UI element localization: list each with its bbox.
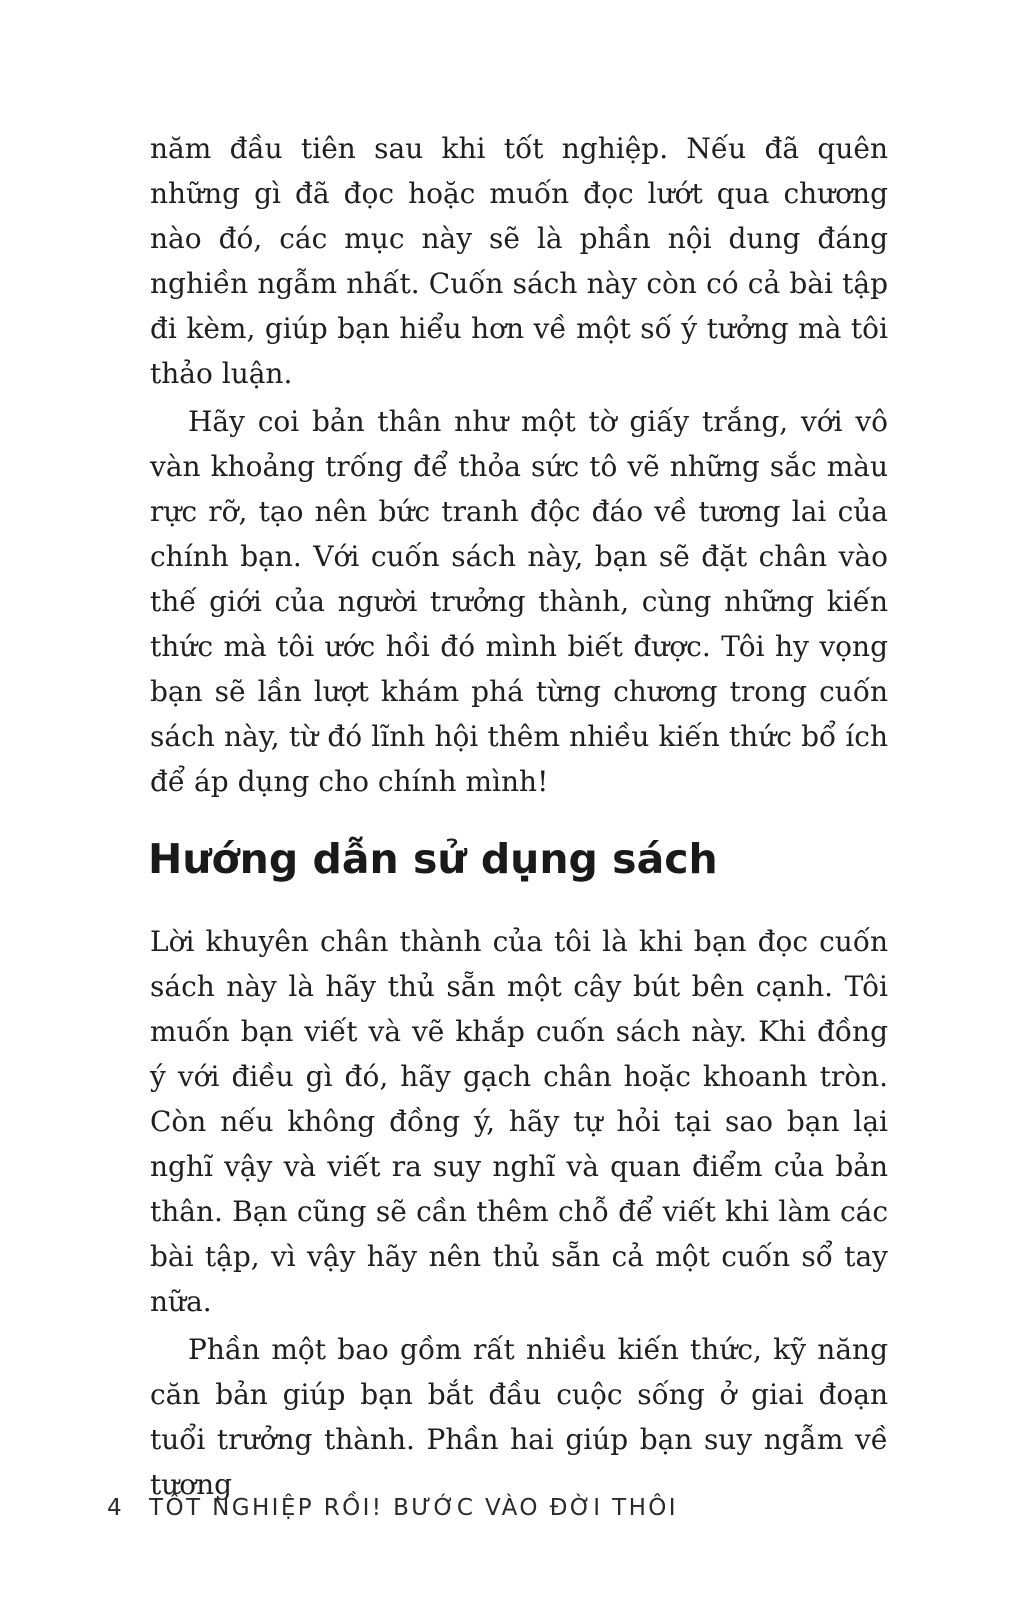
body-text-block-bottom <box>150 919 888 1507</box>
paragraph-advice: Lời khuyên chân thành của tôi là khi bạn đọc cuốn sách này là hãy thủ sẵn một cây bút bên cạnh. Tôi muốn bạn viết và vẽ khắp cuốn sách này. Khi đồng ý với điều gì đó, hãy gạch chân hoặc khoanh tròn. Còn nếu không đồng ý, hãy tự hỏi tại sao bạn lại nghĩ vậy và viết ra suy nghĩ và quan điểm của bản thân. Bạn cũng sẽ cần thêm chỗ để viết khi làm các bài tập, vì vậy hãy nên thủ sẵn cả một cuốn sổ tay nữa. <box>150 925 888 1318</box>
running-title: TỐT NGHIỆP RỒI! BƯỚC VÀO ĐỜI THÔI <box>149 1495 678 1521</box>
running-footer <box>107 1495 678 1521</box>
paragraph-part-one: Phần một bao gồm rất nhiều kiến thức, kỹ năng căn bản giúp bạn bắt đầu cuộc sống ở giai đoạn tuổi trưởng thành. Phần hai giúp bạn suy ngẫm về tương <box>150 1333 888 1501</box>
section-heading: Hướng dẫn sử dụng sách <box>148 835 718 883</box>
page-number: 4 <box>107 1495 125 1521</box>
paragraph-blank-page: Hãy coi bản thân như một tờ giấy trắng, với vô vàn khoảng trống để thỏa sức tô vẽ những sắc màu rực rỡ, tạo nên bức tranh độc đáo về tương lai của chính bạn. Với cuốn sách này, bạn sẽ đặt chân vào thế giới của người trưởng thành, cùng những kiến thức mà tôi ước hồi đó mình biết được. Tôi hy vọng bạn sẽ lần lượt khám phá từng chương trong cuốn sách này, từ đó lĩnh hội thêm nhiều kiến thức bổ ích để áp dụng cho chính mình! <box>150 405 888 798</box>
body-text-block-top <box>150 126 888 804</box>
paragraph-continuation: năm đầu tiên sau khi tốt nghiệp. Nếu đã quên những gì đã đọc hoặc muốn đọc lướt qua chương nào đó, các mục này sẽ là phần nội dung đáng nghiền ngẫm nhất. Cuốn sách này còn có cả bài tập đi kèm, giúp bạn hiểu hơn về một số ý tưởng mà tôi thảo luận. <box>150 132 888 390</box>
